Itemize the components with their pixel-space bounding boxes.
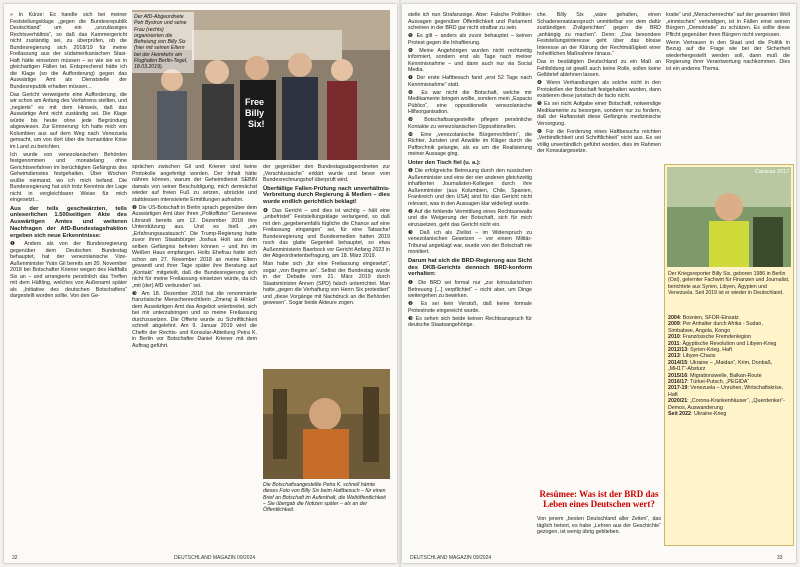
paragraph: Das Gericht verweigerte eine Aufforderung, die wir schon am Anfang des Verfahrens stellten, und „negierte“ es mit dem Hinweis, daß das Auswärtige Amt nicht zuständig sei. Die Klage würde bis heute ohne jede Begründung abgewiesen. Zur Erinnerung: Ich hatte mich von Kolumbien aus auf dem Weg nach Venezuela gemacht, um von dort über die humanitäre Krise im Land zu berichten. — [10, 91, 127, 150]
left-page — [4, 4, 397, 563]
biography-caption: Der Kriegsreporter Billy Six, geboren 1986 in Berlin (Ost), gelernter Fachwirt für Finanzen und Journalist, berichtete aus Syrien, Libyen, Ägypten und Venezuela. Seit 2019 ist er wieder in Deutschland. — [668, 271, 790, 296]
paragraph: ❾ Botschaftsangestellte pflegen persönliche Kontakte zu venezolanischen Oppositionellen. — [408, 117, 532, 130]
biography-box — [664, 164, 794, 546]
left-column-2 — [132, 164, 257, 544]
left-column-1 — [10, 12, 127, 552]
page-number: 32 — [12, 555, 18, 561]
page-number: 33 — [777, 555, 783, 561]
billy-six-caracas-photo — [667, 167, 791, 267]
resumee-text — [537, 516, 661, 551]
paragraph: ❻ Für die Forderung eines Haftbesuchs reichten „Verbindlichkeit und Schriftlichkeit“ nicht aus. Es sei völlig unverbindlich geführt worden, dies im Rahmen der Konsulargesetze. — [537, 128, 661, 154]
paragraph: Wenn Vertrauen in den Staat und die Politik in Bezug auf die Frage wie bei der Sicherheit wiederhergestellt werden soll, dann muß die Regierung ihrer Verantwortung nachkommen. Dies ist ein anderes Thema. — [666, 39, 790, 72]
svg-text:Six!: Six! — [248, 119, 265, 129]
section-heading: Unter den Tisch fiel (u. a.): — [408, 159, 481, 166]
right-column-2 — [537, 12, 661, 487]
paragraph: Man habe sich „für eine Freilassung eingesetzt“, sogar „von Beginn an“. Selbst der Bundestag wurde in der Debatte vom 21. März 2019 durch Staatsminister Annen (SPD) falsch unterrichtet. Man hatte „gegen die Verhaftung von Herrn Six protestiert“ und „diese Vorgänge mit Nachdruck an die Behörden gewesen“. Sogar beide Akteure zogen. — [263, 261, 390, 307]
left-column-3 — [263, 164, 390, 364]
right-page — [402, 4, 796, 563]
paragraph: che. Billy Six „wäre gehalten, einen Schadenersatzanspruch unmittelbar vor dem dafür zuständigen Zivilgerichten“ gegen die BRD „anhängig zu machen“. Denn: „Das besondere Feststellungsinteresse geht über das blosse Interesse an der Klärung der Rechtmäßigkeit einer hoheitlichen Maßnahme hinaus.“ — [537, 12, 661, 57]
paragraph: ❶ Die BRD sei formal nur „zur konsularischen Betreuung [...] verpflichtet“ – nicht aber, um Dinge weitergehen zu bewirken. — [408, 280, 532, 300]
paragraph: stelle ich nun Strafanzeige. Aber: Falsche Politiker-Aussagen gegenüber Öffentlichkeit und Parlament scheinen in der BRD gar nicht strafbar zu sein. — [408, 12, 532, 31]
prison-photo-illustration — [263, 369, 390, 479]
timeline-entry: 2013: Libyen-Chaos — [668, 353, 716, 360]
paragraph: ❷ Die US-Botschaft in Berlin sprach gegenüber dem Auswärtigen Amt über ihren „Politoffizier“ Genevieve Librandi bereits am 12. Dezember 2018 ihre Unterstützung aus. Und es hieß „ein „Erfahrungsaustausch“. Die Trump-Regierung hatte zuvor ihren Staatsbürger Joshua Holt aus dem selben Gefängnis befreien können – und ihn im Weißen Haus empfangen. Holts Ehefrau hatte sich schon am 27. November 2018 an meine Eltern gewandt und ihrer Tage später ihre Beratung auf „Kontakt“ mitgeteilt, daß die Bundesregierung sich nicht für meine Freilassung einsetzen würde, da ich „mit (der) AfD verbunden“ sei. — [132, 204, 257, 289]
paragraph: sprächen zwischen Gil und Kriener sind keine Protokolle angefertigt worden. Der Inhalt hätte nähren können, warum der Geheimdienst SEBIN damals von seiner Beschuldigung, mich demnächst wieder auf freien Fuß zu setzen, abrückte und stattdessen intensivierte Ermittlungen aufnahm. — [132, 164, 257, 203]
timeline-entry: 2016/17: Türkei-Putsch, „PEGIDA“ — [668, 379, 750, 386]
timeline-entry: 2020/21: „Corona-Krankenhäuser“, „Querdenker“-Demos, Auswanderung — [668, 398, 785, 411]
photo-location-label: Caracas 2017 — [755, 169, 790, 175]
paragraph: ❽ Es war nicht die Botschaft, welche mir Medikamente bringen wollte, sondern mein „Espacio Público“, eine oppositionelle venezolanische Hilfsorganisation. — [408, 89, 532, 115]
paragraph: ❷ Es sei kein Verstoß, daß keine formale Protestnote eingereicht wurde. — [408, 301, 532, 314]
paragraph: Ich wurde von venezolanischen Behörden festgenommen und monatelang ohne Gerichtsverfahren im berüchtigten Gefängnis des Geheimdienstes festgehalten. Über Wochen wußte niemand, wo ich mich befand. Die Bundesregierung hat sich trotz Kenntnis der Lage nicht in vergleichbarer Weise für mich eingesetzt... — [10, 151, 127, 203]
right-column-1 — [408, 12, 532, 552]
timeline-entry: 2010: Französische Fremdenlegion — [668, 334, 752, 341]
photo-caption: Der AfD-Abgeordnete Petr Bystron und seine Frau (rechts) organisierten die Befreiung von Billy Six (hier mit seinen Eltern bei der Heimkehr am Flughafen Berlin-Tegel, 18.03.2019). — [132, 12, 194, 73]
paragraph: ❸ Daß ich als Zivilist – im Widerspruch zu venezolanischen Gesetzen – vor einem Militär-Tribunal angeklagt war, wurde von der Botschaft nie monitiert. — [408, 229, 532, 256]
paragraph: ❶ Anders als von der Bundesregierung gegenüber dem Deutschen Bundestag behauptet, hat der venezolanische Vize-Außenminister Yván Gil bereits am 20. November 2018 bei Botschafter Kriener wegen des Haftfalls Six an – und arrangierte persönlich das Treffen mit dem Häftling, welches von Außenamt später als „Initiative des deutschen Botschafters“ dargestellt worden sollte. Von den Ge- — [10, 241, 127, 300]
photo-caption: Die Botschaftsangestellte Petra K. schnell hämte dieses Foto von Billy Six beim Haftbesuch – für einen Brief an Botschaft im Aufenthalt, die Weltöffentlichkeit – Sie übergab die Notizen später – als an der Öffentlichkeit. — [263, 482, 386, 514]
paragraph: ❷ Auf die fehlende Vermittlung eines Rechtsanwalts und die Weigerung der Botschaft, sich für mich einzusetzen, geht das Gericht nicht ein. — [408, 208, 532, 228]
timeline-entry: 2004: Bosnien, SFOR-Einsatz — [668, 315, 739, 321]
timeline-entry: 2015/16: Migrationswelle, Balkan-Route — [668, 372, 762, 379]
svg-text:Free: Free — [245, 97, 265, 107]
paragraph: ❺ Es sei nicht Aufgabe einer Botschaft, notwendige Medikamente zu besorgen, sondern nur zu fordern, daß der Haftanstalt diese Gefängnis medizinische Versorgung. — [537, 101, 661, 127]
paragraph: ❸ Am 18. Dezember 2018 hat die renommierte französische Menschenrechtlerin „Zmeraj & Hinkel“ dem Auswärtigen Amt das Angebot unterbreitet, sich bei mir unterzubringen und so meine Freilassung durchzusetzen. Die Offerte wurde zu Schriftlichkeit schnell abgelehnt. Am 9. Januar 2019 wird die Chefin der Rechts- und Konsular-Abteilung Petra K. in Berlin vor Botschafter Daniel Kriener mit dem Auftrag geführt. — [132, 290, 257, 349]
resumee-heading: Resümee: Was ist der BRD das Leben eines Deutschen wert? — [539, 489, 659, 509]
right-column-3 — [666, 12, 790, 162]
section-heading: Überfällige Fallen-Prüfung nach unverhältnis-Verbreitung durch Regierung & Medien – dies wurde endlich gerichtlich beklagt! — [263, 185, 390, 206]
paragraph: ❹ Wenn Verhandlungen als solche nicht in den Protokollen der Botschaft festgehalten wurden, dann existieren diese juristisch de facto nicht. — [537, 80, 661, 99]
paragraph: ❹ Das Gericht – und dies ist wichtig – hält eine „unbefristet“ Feststellungsklage verlangend, so daß mit den „gegebenenfalls fügliche die Chance auf eine Freilassung eingangen“ sei, für eine Tatsache! Bundesregierung und Bundesmedien hatten 2019 noch das glatte Gegenteil behauptet, so etwa Außenministerin Baerbock vor Gericht Anfang 2023 in der Abgeordnetenbefragung, am 18. März 2019. — [263, 207, 390, 260]
paragraph: ❿ Eine „venezolanische Bürgerrechtlerin“, die Richter, Juristen und Anwälte im Kläger durch die Pafforchnik gelangte, als es um die Realisierung meiner Aussage ging. — [408, 131, 532, 157]
timeline-entry: 2017-19: Venezuela – Unruhen, Wirtschaftskrise, Haft — [668, 385, 784, 398]
page-gutter — [399, 0, 401, 567]
page-footer: DEUTSCHLAND MAGAZIN 09/2024 — [174, 555, 256, 561]
timeline-entry: 2009: Per Anhalter durch Afrika - Sudan, Simbabwe, Angola, Kongo — [668, 321, 763, 334]
timeline-entry: Seit 2022: Ukraine-Krieg — [668, 411, 727, 418]
timeline-entry: 2014/15: Ukraine – „Maidan“, Krim, Donbaß, „MH17“-Absturz — [668, 359, 773, 373]
caracas-photo-illustration — [667, 167, 791, 267]
paragraph: Das in bestätigten Deutschland zu ein Maß an Fehlbildung ist gewiß auch keine Rolle, sollen keine Gelbbrief ablehnen lassen. — [537, 59, 661, 78]
paragraph: ❼ Der erste Haftbesuch fand „erst 52 Tage nach Kenntnisnahme“ statt. — [408, 75, 532, 88]
prison-visit-photo — [263, 369, 390, 479]
page-footer: DEUTSCHLAND MAGAZIN 09/2024 — [410, 555, 492, 561]
svg-text:Billy: Billy — [245, 108, 265, 118]
paragraph: ❸ Es sehen sich beide keinen Rechtsanspruch für deutsche Staatsangehörige. — [408, 315, 532, 329]
timeline-entry: 2012/13: Syrien-Krieg, Haft — [668, 347, 732, 354]
career-timeline — [668, 315, 790, 418]
paragraph: Von jenem „besten Deutschland aller Zeiten“, das täglich betont, es habe „Lehren aus der Geschichte“ gezogen, ist wenig übrig geblieben. — [537, 516, 661, 535]
section-heading: Darum hat sich die BRD-Regierung aus Sicht des DKB-Gerichts dennoch BRD-konform verhalten: — [408, 257, 532, 278]
paragraph: ❺ Es gilt – anders als zuvor behauptet – keinen Protest gegen die Inhaftierung. — [408, 33, 532, 46]
paragraph: ❶ Die erfolgreiche Betreuung durch den russischen Außenminister und eine der vier anderen gleichzeitig inhaftierten Journalisten-Kollegen durch ihre Außenminister (aus Kolumbien, Chile, Spanien, Frankreich und den USA) sind für das Gericht nicht relevant, was in den Aussagen klar widerlegt wurde. — [408, 168, 532, 207]
paragraph: » In Kürze: Es handle sich bei meiner Feststellungsklage „gegen die Bundesrepublik Deutschland“ um ein „unzulässiges Rechtsverhältnis“, so daß das Kammergericht nicht zuständig sei, zu überprüfen, ob die Bundesregierung sich 2018/19 für meine Freilassung aus der südamerikanischen Stasi-Haft hätte einsetzen müssen – so wie sie es in gleichartigen Fällen tat. Entsprechend hätte ich die Klage (so die Aufforderung) gegen das Auswärtige Amt als Dienststelle der Bundesrepublik erhalten müssen... — [10, 12, 127, 90]
paragraph: kratie“ und „Menschenrechte“ auf der gesamten Welt „einmischen“ verteidigen, ist in Fällen einst seinen Bürgern „Demokratie“ zu schützen. Es sollte diese Pflicht gegenüber ihren Bürgern nicht vergessen. — [666, 12, 790, 38]
paragraph: der gegenüber den Bundestagsabgeordneten zur „Verschlussache“ erklärt wurde und bevor vom Bundesrechnungshof überprüft wird. — [263, 164, 390, 183]
paragraph: ❻ Meine Angehörigen wurden nicht rechtzeitig informiert, sondern erst als Tage nach meiner Kenntnisnahme – und dann auch nur via Social Media. — [408, 47, 532, 73]
timeline-entry: 2011: Ägyptische Revolution und Libyen-Krieg — [668, 340, 777, 347]
section-heading: Aus der teils geschwärzten, teils unleserlichen 1.500seitigen Akte des Auswärtigen Amtes und weiteren Nachfragen der AfD-Bundestagsfraktion ergeben sich neue Erkenntnisse: — [10, 205, 127, 239]
